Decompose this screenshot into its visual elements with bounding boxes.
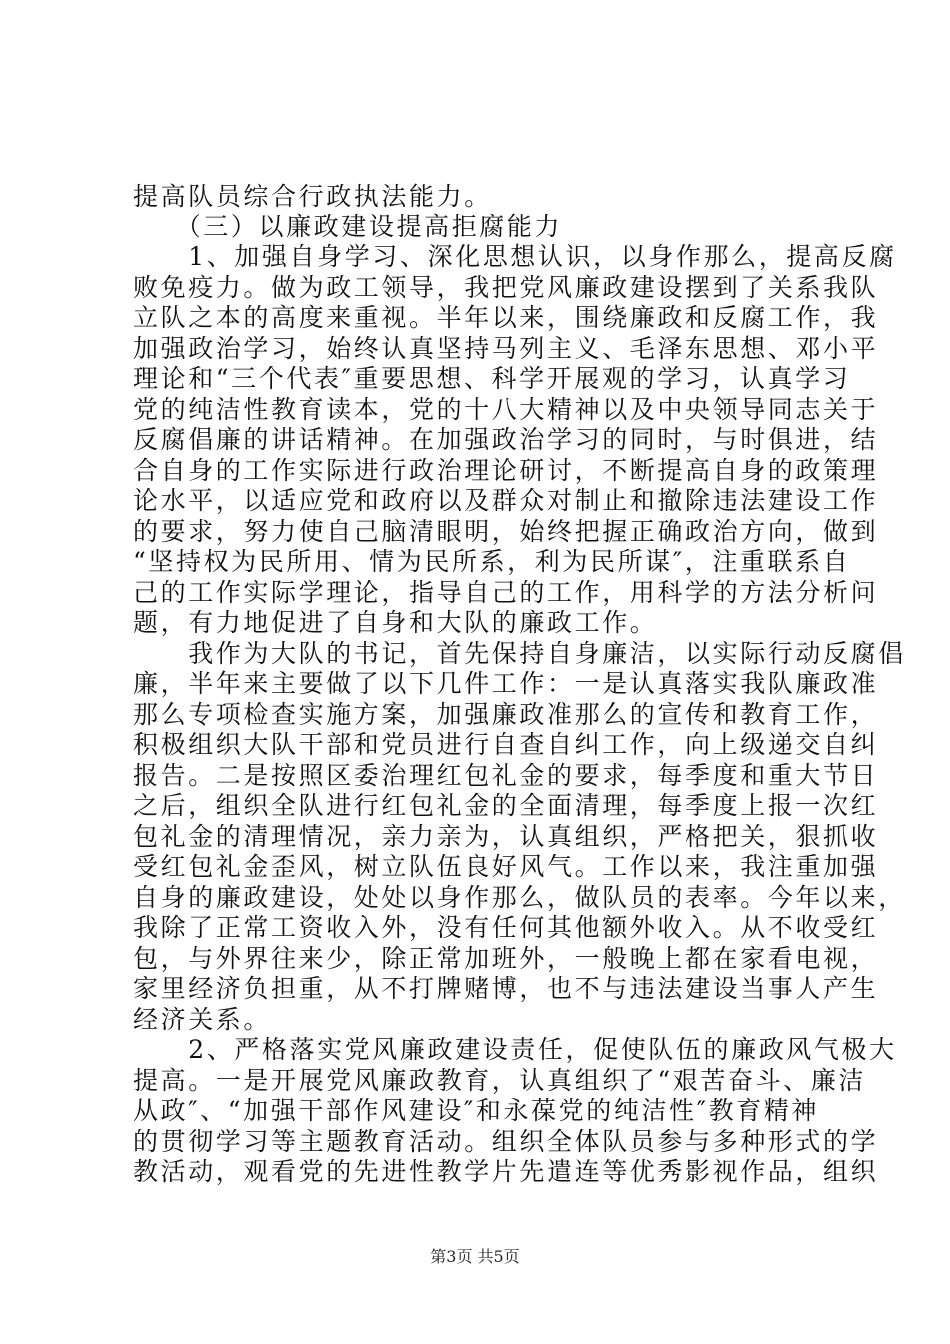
text-line: 教活动，观看党的先进性教学片先遣连等优秀影视作品，组织 (133, 1157, 879, 1186)
text-line: 报告。二是按照区委治理红包礼金的要求，每季度和重大节日 (133, 761, 879, 790)
text-line: 包礼金的清理情况，亲力亲为，认真组织，严格把关，狠抓收 (133, 822, 879, 851)
text-line: 1、加强自身学习、深化思想认识，以身作那么，提高反腐 (133, 242, 897, 271)
text-line: 理论和“三个代表″重要思想、科学开展观的学习，认真学习 (133, 364, 851, 393)
text-line: 从政″、“加强干部作风建设″和永葆党的纯洁性″教育精神 (133, 1096, 819, 1125)
page-number: 第3页 共5页 (430, 1247, 520, 1266)
text-line: 题，有力地促进了自身和大队的廉政工作。 (133, 608, 658, 637)
text-line: 我作为大队的书记，首先保持自身廉洁，以实际行动反腐倡 (133, 639, 906, 668)
text-line: 加强政治学习，始终认真坚持马列主义、毛泽东思想、邓小平 (133, 334, 879, 363)
text-line: 廉，半年来主要做了以下几件工作：一是认真落实我队廉政准 (133, 669, 879, 698)
text-line: 提高。一是开展党风廉政教育，认真组织了“艰苦奋斗、廉洁 (133, 1066, 866, 1095)
text-line: 己的工作实际学理论，指导自己的工作，用科学的方法分析问 (133, 578, 879, 607)
text-line: 自身的廉政建设，处处以身作那么，做队员的表率。今年以来， (133, 883, 906, 912)
text-line: 败免疫力。做为政工领导，我把党风廉政建设摆到了关系我队 (133, 273, 879, 302)
text-line: 我除了正常工资收入外，没有任何其他额外收入。从不收受红 (133, 913, 879, 942)
text-line: 经济关系。 (133, 1005, 272, 1034)
text-line: 受红包礼金歪风，树立队伍良好风气。工作以来，我注重加强 (133, 852, 879, 881)
text-line: “坚持权为民所用、情为民所系，利为民所谋″，注重联系自 (133, 547, 851, 576)
text-line: 党的纯洁性教育读本，党的十八大精神以及中央领导同志关于 (133, 395, 879, 424)
text-line: 那么专项检查实施方案，加强廉政准那么的宣传和教育工作， (133, 700, 879, 729)
text-line: 之后，组织全队进行红包礼金的全面清理，每季度上报一次红 (133, 791, 879, 820)
text-line: 论水平，以适应党和政府以及群众对制止和撤除违法建设工作 (133, 486, 879, 515)
text-line: 立队之本的高度来重视。半年以来，围绕廉政和反腐工作，我 (133, 303, 879, 332)
text-line: 合自身的工作实际进行政治理论研讨，不断提高自身的政策理 (133, 456, 879, 485)
section-heading: （三）以廉政建设提高拒腐能力 (133, 212, 563, 241)
text-line: 提高队员综合行政执法能力。 (133, 182, 492, 211)
text-line: 的要求，努力使自己脑清眼明，始终把握正确政治方向，做到 (133, 517, 879, 546)
text-line: 积极组织大队干部和党员进行自查自纠工作，向上级递交自纠 (133, 730, 879, 759)
text-line: 家里经济负担重，从不打牌赌博，也不与违法建设当事人产生 (133, 974, 879, 1003)
text-line: 2、严格落实党风廉政建设责任，促使队伍的廉政风气极大 (133, 1035, 897, 1064)
text-line: 反腐倡廉的讲话精神。在加强政治学习的同时，与时俱进，结 (133, 425, 879, 454)
text-line: 的贯彻学习等主题教育活动。组织全体队员参与多种形式的学 (133, 1127, 879, 1156)
text-line: 包，与外界往来少，除正常加班外，一般晚上都在家看电视， (133, 944, 879, 973)
